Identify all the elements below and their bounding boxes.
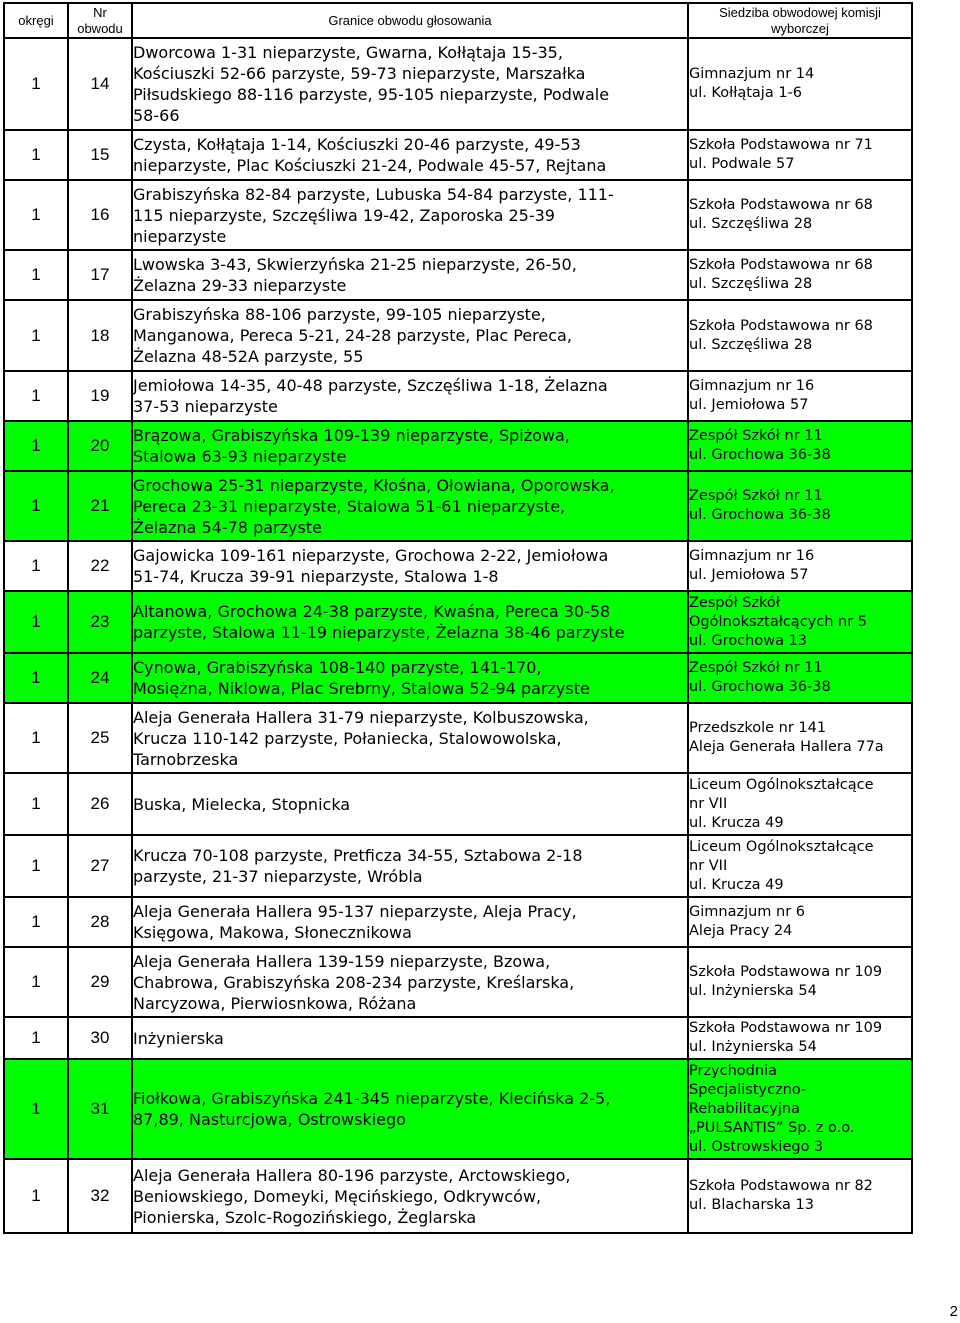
granice-line: Grabiszyńska 82-84 parzyste, Lubuska 54-84 parzyste, 111- xyxy=(133,184,614,204)
nr-obwodu-cell: 21 xyxy=(68,471,132,541)
granice-line: Aleja Generała Hallera 31-79 nieparzyste, Kolbuszowska, xyxy=(133,707,589,727)
granice-line: Narcyzowa, Pierwiosnkowa, Różana xyxy=(133,993,417,1013)
granice-line: Krucza 110-142 parzyste, Połaniecka, Stalowowolska, xyxy=(133,728,562,748)
okreg-cell: 1 xyxy=(4,591,68,653)
nr-obwodu-cell: 28 xyxy=(68,897,132,947)
granice-line: Beniowskiego, Domeyki, Męcińskiego, Odkrywców, xyxy=(133,1186,542,1206)
nr-obwodu-cell: 22 xyxy=(68,541,132,591)
granice-line: Aleja Generała Hallera 139-159 nieparzyste, Bzowa, xyxy=(133,951,551,971)
granice-line: Stalowa 63-93 nieparzyste xyxy=(133,447,347,466)
siedziba-cell xyxy=(688,1017,912,1059)
nr-obwodu-cell: 30 xyxy=(68,1017,132,1059)
nr-obwodu-cell: 26 xyxy=(68,773,132,835)
granice-line: parzyste, Stalowa 11-19 nieparzyste, Żelazna 38-46 parzyste xyxy=(133,623,625,642)
okreg-cell: 1 xyxy=(4,1059,68,1159)
siedziba-line: Aleja Pracy 24 xyxy=(689,923,793,939)
siedziba-line: ul. Kołłątaja 1-6 xyxy=(689,85,802,101)
siedziba-line: ul. Grochowa 36-38 xyxy=(689,447,831,463)
siedziba-cell xyxy=(688,835,912,897)
siedziba-line: nr VII xyxy=(689,795,728,812)
granice-line: 51-74, Krucza 39-91 nieparzyste, Stalowa 1-8 xyxy=(133,567,499,586)
siedziba-line: Zespół Szkół xyxy=(689,594,780,611)
siedziba-cell xyxy=(688,591,912,653)
okreg-cell: 1 xyxy=(4,180,68,250)
nr-obwodu-cell: 31 xyxy=(68,1059,132,1159)
okreg-cell: 1 xyxy=(4,1017,68,1059)
granice-cell xyxy=(132,947,688,1017)
table-row xyxy=(4,1159,912,1233)
granice-cell xyxy=(132,250,688,300)
table-row xyxy=(4,421,912,471)
siedziba-cell xyxy=(688,703,912,773)
page-number: 2 xyxy=(949,1303,958,1320)
granice-line: Żelazna 48-52A parzyste, 55 xyxy=(133,347,364,366)
siedziba-line: Szkoła Podstawowa nr 68 xyxy=(689,197,873,213)
siedziba-cell xyxy=(688,471,912,541)
siedziba-cell xyxy=(688,300,912,371)
nr-obwodu-cell: 15 xyxy=(68,130,132,180)
table-row xyxy=(4,180,912,250)
siedziba-cell xyxy=(688,250,912,300)
granice-line: Krucza 70-108 parzyste, Pretficza 34-55, Sztabowa 2-18 xyxy=(133,846,583,865)
siedziba-cell xyxy=(688,371,912,421)
okreg-cell: 1 xyxy=(4,1159,68,1233)
siedziba-cell xyxy=(688,38,912,130)
siedziba-line: Szkoła Podstawowa nr 68 xyxy=(689,257,873,273)
siedziba-line: Przedszkole nr 141 xyxy=(689,720,827,736)
granice-line: Aleja Generała Hallera 95-137 nieparzyste, Aleja Pracy, xyxy=(133,902,577,921)
granice-cell xyxy=(132,773,688,835)
siedziba-line: ul. Krucza 49 xyxy=(689,814,784,831)
table-row xyxy=(4,1017,912,1059)
siedziba-line: Gimnazjum nr 6 xyxy=(689,904,806,920)
siedziba-line: Gimnazjum nr 14 xyxy=(689,66,815,82)
okreg-cell: 1 xyxy=(4,371,68,421)
nr-obwodu-cell: 19 xyxy=(68,371,132,421)
granice-line: parzyste, 21-37 nieparzyste, Wróbla xyxy=(133,867,423,886)
okreg-cell: 1 xyxy=(4,38,68,130)
siedziba-line: Zespół Szkół nr 11 xyxy=(689,488,823,504)
okreg-cell: 1 xyxy=(4,773,68,835)
header-okreg: okręgi xyxy=(4,3,68,38)
siedziba-line: Szkoła Podstawowa nr 109 xyxy=(689,1020,883,1036)
siedziba-line: ul. Szczęśliwa 28 xyxy=(689,276,813,292)
granice-cell xyxy=(132,180,688,250)
nr-obwodu-cell: 23 xyxy=(68,591,132,653)
nr-obwodu-cell: 17 xyxy=(68,250,132,300)
granice-line: Jemiołowa 14-35, 40-48 parzyste, Szczęśliwa 1-18, Żelazna xyxy=(133,376,608,395)
siedziba-line: Szkoła Podstawowa nr 109 xyxy=(689,964,883,980)
siedziba-line: Gimnazjum nr 16 xyxy=(689,378,815,394)
table-row xyxy=(4,591,912,653)
granice-cell xyxy=(132,300,688,371)
siedziba-line: ul. Ostrowskiego 3 xyxy=(689,1138,824,1155)
granice-line: Chabrowa, Grabiszyńska 208-234 parzyste, Kreślarska, xyxy=(133,972,575,992)
siedziba-line: Szkoła Podstawowa nr 68 xyxy=(689,317,873,334)
granice-line: Tarnobrzeska xyxy=(133,749,239,769)
granice-cell xyxy=(132,130,688,180)
table-row xyxy=(4,653,912,703)
granice-line: Inżynierska xyxy=(133,1028,224,1048)
siedziba-line: nr VII xyxy=(689,857,728,874)
siedziba-line: Liceum Ogólnokształcące xyxy=(689,838,874,855)
siedziba-line: Liceum Ogólnokształcące xyxy=(689,776,874,793)
siedziba-line: ul. Inżynierska 54 xyxy=(689,1039,817,1055)
okreg-cell: 1 xyxy=(4,897,68,947)
siedziba-cell xyxy=(688,130,912,180)
granice-line: 37-53 nieparzyste xyxy=(133,397,278,416)
okreg-cell: 1 xyxy=(4,300,68,371)
siedziba-line: Szkoła Podstawowa nr 71 xyxy=(689,137,873,153)
granice-cell xyxy=(132,541,688,591)
header-siedziba: Siedziba obwodowej komisji wyborczej xyxy=(688,3,912,38)
nr-obwodu-cell: 14 xyxy=(68,38,132,130)
siedziba-line: Zespół Szkół nr 11 xyxy=(689,428,823,444)
granice-line: Pionierska, Szolc-Rogozińskiego, Żeglarska xyxy=(133,1207,477,1227)
siedziba-line: Przychodnia xyxy=(689,1062,777,1079)
granice-cell xyxy=(132,591,688,653)
siedziba-cell xyxy=(688,1159,912,1233)
granice-cell xyxy=(132,471,688,541)
granice-cell xyxy=(132,1017,688,1059)
siedziba-cell xyxy=(688,773,912,835)
granice-line: Żelazna 29-33 nieparzyste xyxy=(133,276,347,295)
districts-table xyxy=(3,2,913,1234)
table-row xyxy=(4,947,912,1017)
siedziba-line: Specjalistyczno- xyxy=(689,1081,807,1098)
okreg-cell: 1 xyxy=(4,130,68,180)
okreg-cell: 1 xyxy=(4,653,68,703)
siedziba-line: ul. Grochowa 36-38 xyxy=(689,679,831,695)
granice-line: Mosiężna, Niklowa, Plac Srebrny, Stalowa 52-94 parzyste xyxy=(133,679,590,698)
granice-line: Gajowicka 109-161 nieparzyste, Grochowa 2-22, Jemiołowa xyxy=(133,546,609,565)
okreg-cell: 1 xyxy=(4,250,68,300)
granice-cell xyxy=(132,1059,688,1159)
siedziba-cell xyxy=(688,897,912,947)
siedziba-cell xyxy=(688,180,912,250)
granice-cell xyxy=(132,835,688,897)
granice-line: Grabiszyńska 88-106 parzyste, 99-105 nieparzyste, xyxy=(133,305,546,324)
table-row xyxy=(4,300,912,371)
okreg-cell: 1 xyxy=(4,421,68,471)
granice-cell xyxy=(132,421,688,471)
table-row xyxy=(4,371,912,421)
granice-cell xyxy=(132,897,688,947)
granice-line: Lwowska 3-43, Skwierzyńska 21-25 nieparzyste, 26-50, xyxy=(133,255,577,274)
header-row xyxy=(4,3,912,38)
siedziba-line: ul. Jemiołowa 57 xyxy=(689,567,809,583)
table-row xyxy=(4,773,912,835)
nr-obwodu-cell: 16 xyxy=(68,180,132,250)
table-row xyxy=(4,835,912,897)
siedziba-line: ul. Krucza 49 xyxy=(689,876,784,893)
okreg-cell: 1 xyxy=(4,835,68,897)
siedziba-line: ul. Inżynierska 54 xyxy=(689,983,817,999)
siedziba-line: ul. Grochowa 13 xyxy=(689,632,808,649)
siedziba-cell xyxy=(688,653,912,703)
siedziba-cell xyxy=(688,541,912,591)
okreg-cell: 1 xyxy=(4,703,68,773)
siedziba-line: Ogólnokształcących nr 5 xyxy=(689,613,868,630)
siedziba-line: ul. Blacharska 13 xyxy=(689,1197,814,1213)
granice-line: Aleja Generała Hallera 80-196 parzyste, Arctowskiego, xyxy=(133,1165,571,1185)
siedziba-line: Szkoła Podstawowa nr 82 xyxy=(689,1178,873,1194)
nr-obwodu-cell: 20 xyxy=(68,421,132,471)
table-body xyxy=(4,38,912,1233)
granice-line: 58-66 xyxy=(133,106,180,125)
nr-obwodu-cell: 32 xyxy=(68,1159,132,1233)
granice-line: Pereca 23-31 nieparzyste, Stalowa 51-61 nieparzyste, xyxy=(133,496,566,516)
siedziba-line: Rehabilitacyjna xyxy=(689,1100,800,1117)
okreg-cell: 1 xyxy=(4,471,68,541)
granice-line: Dworcowa 1-31 nieparzyste, Gwarna, Kołłątaja 15-35, xyxy=(133,43,563,62)
granice-line: Brązowa, Grabiszyńska 109-139 nieparzyste, Spiżowa, xyxy=(133,426,570,445)
granice-cell xyxy=(132,371,688,421)
table-row xyxy=(4,250,912,300)
granice-cell xyxy=(132,703,688,773)
granice-line: Buska, Mielecka, Stopnicka xyxy=(133,794,351,814)
granice-line: Żelazna 54-78 parzyste xyxy=(133,517,322,537)
granice-line: nieparzyste, Plac Kościuszki 21-24, Podwale 45-57, Rejtana xyxy=(133,156,607,175)
granice-line: 115 nieparzyste, Szczęśliwa 19-42, Zaporoska 25-39 xyxy=(133,205,555,225)
granice-line: Piłsudskiego 88-116 parzyste, 95-105 nieparzyste, Podwale xyxy=(133,85,610,104)
granice-cell xyxy=(132,38,688,130)
granice-line: Fiołkowa, Grabiszyńska 241-345 nieparzyste, Klecińska 2-5, xyxy=(133,1089,611,1108)
table-row xyxy=(4,541,912,591)
granice-line: Kościuszki 52-66 parzyste, 59-73 nieparzyste, Marszałka xyxy=(133,64,586,83)
granice-line: 87,89, Nasturcjowa, Ostrowskiego xyxy=(133,1110,406,1129)
table-row xyxy=(4,471,912,541)
header-nr-obwodu: Nr obwodu xyxy=(68,3,132,38)
table-row xyxy=(4,130,912,180)
granice-line: Manganowa, Pereca 5-21, 24-28 parzyste, Plac Pereca, xyxy=(133,326,572,345)
granice-cell xyxy=(132,1159,688,1233)
siedziba-line: Zespół Szkół nr 11 xyxy=(689,660,823,676)
nr-obwodu-cell: 25 xyxy=(68,703,132,773)
nr-obwodu-cell: 29 xyxy=(68,947,132,1017)
okreg-cell: 1 xyxy=(4,541,68,591)
siedziba-line: Aleja Generała Hallera 77a xyxy=(689,739,884,755)
granice-line: nieparzyste xyxy=(133,226,227,246)
nr-obwodu-cell: 27 xyxy=(68,835,132,897)
table-row xyxy=(4,703,912,773)
granice-line: Altanowa, Grochowa 24-38 parzyste, Kwaśna, Pereca 30-58 xyxy=(133,602,611,621)
siedziba-cell xyxy=(688,1059,912,1159)
table-row xyxy=(4,38,912,130)
granice-line: Czysta, Kołłątaja 1-14, Kościuszki 20-46 parzyste, 49-53 xyxy=(133,135,581,154)
nr-obwodu-cell: 18 xyxy=(68,300,132,371)
granice-line: Cynowa, Grabiszyńska 108-140 parzyste, 141-170, xyxy=(133,658,542,677)
granice-line: Grochowa 25-31 nieparzyste, Kłośna, Ołowiana, Oporowska, xyxy=(133,475,615,495)
nr-obwodu-cell: 24 xyxy=(68,653,132,703)
granice-line: Księgowa, Makowa, Słonecznikowa xyxy=(133,923,412,942)
siedziba-line: „PULSANTIS” Sp. z o.o. xyxy=(689,1119,855,1136)
siedziba-cell xyxy=(688,947,912,1017)
siedziba-line: ul. Szczęśliwa 28 xyxy=(689,336,813,353)
siedziba-cell xyxy=(688,421,912,471)
header-granice: Granice obwodu głosowania xyxy=(132,3,688,38)
siedziba-line: ul. Jemiołowa 57 xyxy=(689,397,809,413)
okreg-cell: 1 xyxy=(4,947,68,1017)
siedziba-line: ul. Podwale 57 xyxy=(689,156,795,172)
siedziba-line: Gimnazjum nr 16 xyxy=(689,548,815,564)
siedziba-line: ul. Grochowa 36-38 xyxy=(689,507,831,523)
table-row xyxy=(4,1059,912,1159)
granice-cell xyxy=(132,653,688,703)
siedziba-line: ul. Szczęśliwa 28 xyxy=(689,216,813,232)
table-row xyxy=(4,897,912,947)
